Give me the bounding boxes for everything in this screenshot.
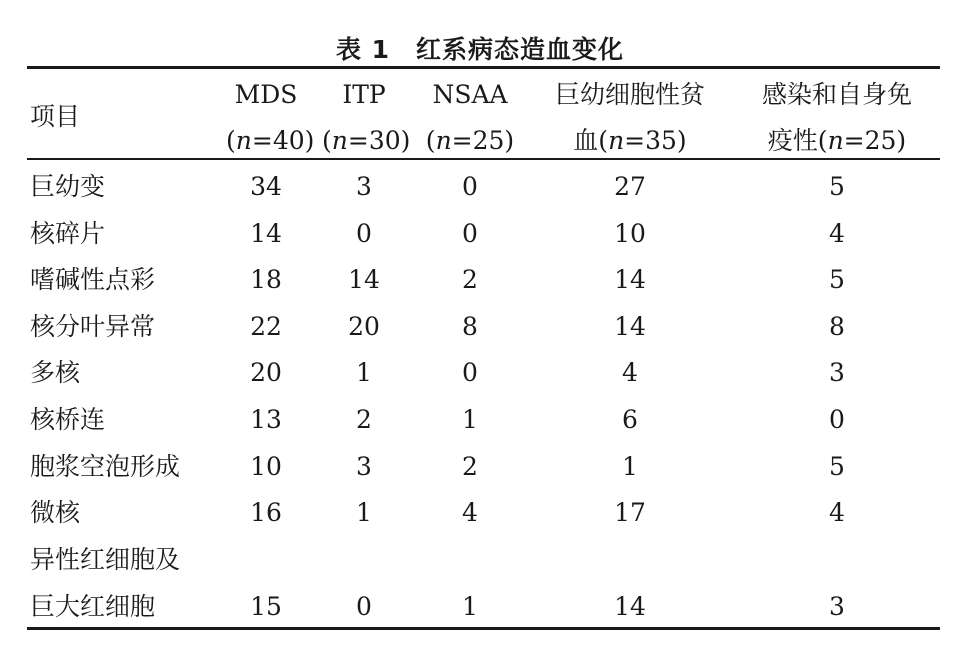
row-value: 1 <box>356 498 372 527</box>
row-value: 0 <box>356 219 372 248</box>
header-rule <box>27 158 940 160</box>
row-value: 6 <box>622 405 638 434</box>
header-count-nsaa: (n=25) <box>425 126 515 155</box>
row-value: 27 <box>614 172 646 201</box>
row-value: 3 <box>356 452 372 481</box>
row-value: 5 <box>829 172 845 201</box>
row-value: 8 <box>462 312 478 341</box>
row-value: 3 <box>356 172 372 201</box>
row-label: 核碎片 <box>30 219 106 248</box>
row-value: 14 <box>348 265 380 294</box>
row-value: 2 <box>356 405 372 434</box>
row-value: 8 <box>829 312 845 341</box>
header-col-itp: ITP <box>342 80 386 109</box>
row-value: 0 <box>462 358 478 387</box>
header-col-megaloblastic: 巨幼细胞性贫 <box>554 80 705 109</box>
row-value: 14 <box>614 265 646 294</box>
row-value: 5 <box>829 452 845 481</box>
row-value: 1 <box>622 452 638 481</box>
row-value: 10 <box>250 452 282 481</box>
row-value: 1 <box>356 358 372 387</box>
row-value: 1 <box>462 405 478 434</box>
row-value: 34 <box>250 172 282 201</box>
row-value: 4 <box>462 498 478 527</box>
row-value: 14 <box>614 312 646 341</box>
row-value: 5 <box>829 265 845 294</box>
row-label: 核桥连 <box>30 405 106 434</box>
row-value: 0 <box>829 405 845 434</box>
row-value: 15 <box>250 592 282 621</box>
row-value: 16 <box>250 498 282 527</box>
row-label: 巨幼变 <box>30 172 106 201</box>
row-label: 微核 <box>30 498 81 527</box>
table-title: 表 1 红系病态造血变化 <box>335 35 625 64</box>
row-value: 13 <box>250 405 282 434</box>
row-value: 14 <box>250 219 282 248</box>
header-item: 项目 <box>30 102 81 131</box>
header-col-nsaa: NSAA <box>432 80 508 109</box>
header-col-mds: MDS <box>234 80 298 109</box>
row-value: 3 <box>829 358 845 387</box>
row-value: 1 <box>462 592 478 621</box>
row-value: 20 <box>348 312 380 341</box>
row-value: 10 <box>614 219 646 248</box>
row-label: 核分叶异常 <box>30 312 156 341</box>
row-value: 4 <box>829 498 845 527</box>
row-value: 2 <box>462 452 478 481</box>
row-label: 巨大红细胞 <box>30 592 156 621</box>
row-value: 14 <box>614 592 646 621</box>
top-rule <box>27 66 940 69</box>
header-count-mds: (n=40) <box>226 126 315 155</box>
header-count-megaloblastic: 血(n=35) <box>573 126 687 155</box>
row-value: 17 <box>614 498 646 527</box>
row-value: 20 <box>250 358 282 387</box>
row-value: 3 <box>829 592 845 621</box>
bottom-rule <box>27 627 940 630</box>
row-label: 嗜碱性点彩 <box>30 265 156 294</box>
row-value: 18 <box>250 265 282 294</box>
header-count-infection-autoimmune: 疫性(n=25) <box>767 126 907 155</box>
row-value: 0 <box>462 172 478 201</box>
row-value: 22 <box>250 312 282 341</box>
row-label: 异性红细胞及 <box>30 545 181 574</box>
row-label: 多核 <box>30 358 81 387</box>
row-value: 0 <box>462 219 478 248</box>
header-col-infection-autoimmune: 感染和自身免 <box>761 80 912 109</box>
row-value: 0 <box>356 592 372 621</box>
row-value: 4 <box>829 219 845 248</box>
row-value: 2 <box>462 265 478 294</box>
row-value: 4 <box>622 358 638 387</box>
row-label: 胞浆空泡形成 <box>30 452 181 481</box>
header-count-itp: (n=30) <box>322 126 411 155</box>
